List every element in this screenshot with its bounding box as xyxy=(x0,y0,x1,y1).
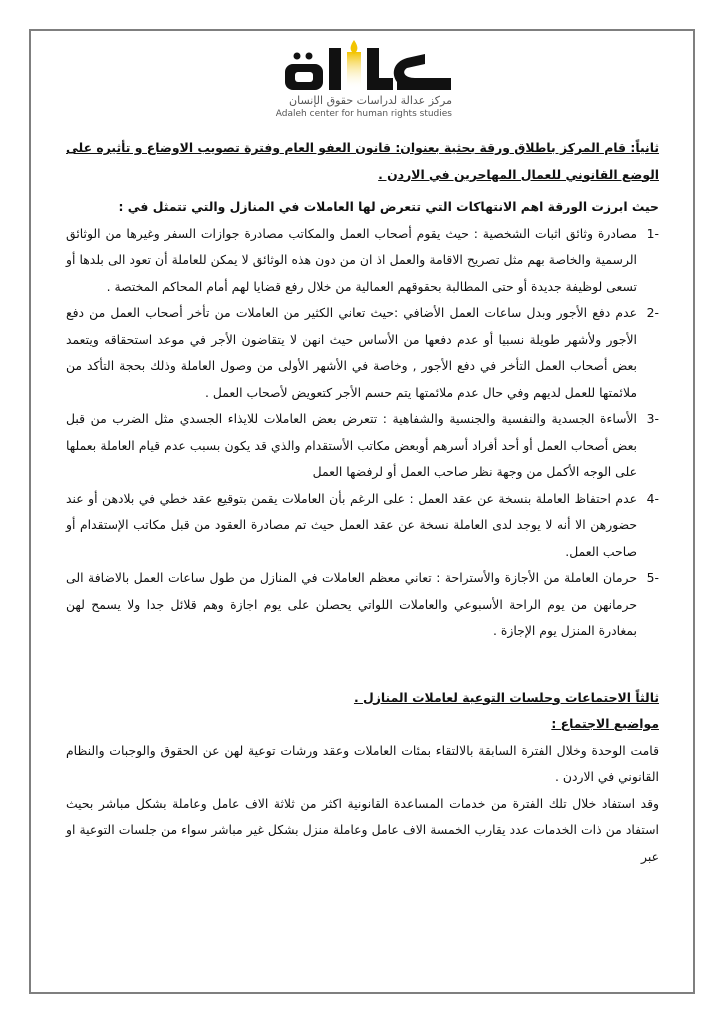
item-text: عدم احتفاظ العاملة بنسخة عن عقد العمل : على الرغم بأن العاملات يقمن بتوقيع عقد خطي في بلادهن أو عند حضورهن الا أنه لا يوجد لدى العاملة نسخة عن عقد العمل حيث تم مصادرة العقود من قبل مكاتب الإستقدام أو صاحب العمل. xyxy=(66,490,637,559)
item-number: -4 xyxy=(646,490,659,506)
logo-subtitle-arabic: مركز عدالة لدراسات حقوق الإنسان xyxy=(289,94,452,107)
violation-item-3 xyxy=(66,406,659,486)
section-2-heading: ثانياً: قام المركز باطلاق ورقة بحثية بعنوان: قانون العفو العام وفترة تصويب الاوضاع و تأثيره على الوضع القانوني للعمال المهاجرين في الاردن . xyxy=(66,140,659,182)
section-3-heading: ثالثاً الاجتماعات وجلسات التوعية لعاملات المنازل . xyxy=(353,689,659,705)
adaleh-logo xyxy=(265,38,460,120)
item-number: -1 xyxy=(646,225,659,241)
item-text: الأساءة الجسدية والنفسية والجنسية والشفاهية : تتعرض بعض العاملات للايذاء الجسدي مثل الضرب من قبل بعض أصحاب العمل أو أحد أفراد أسرهم أوبعض مكاتب الأستقدام والذي قد يكون بسبب عدم قيام العاملة بعملها على الوجه الأكمل من وجهة نظر صاحب العمل أو لرفضها العمل xyxy=(66,411,637,479)
violation-item-2 xyxy=(66,300,659,406)
item-text: حرمان العاملة من الأجازة والأستراحة : تعاني معظم العاملات في المنازل من طول ساعات العمل بالاضافة الى حرمانهن من يوم الراحة الأسبوعي والعاملات اللواتي يحصلن على يوم اجازة وهم قلائل جدا ولا يسمح لهن بمغادرة المنزل يوم الإجازة . xyxy=(66,570,637,638)
paragraph-awareness-sessions: قامت الوحدة وخلال الفترة السابقة بالالتقاء بمئات العاملات وعقد ورشات توعية لهن عن الحقوق والوجبات والنظام القانوني في الاردن . xyxy=(66,742,659,784)
item-number: -3 xyxy=(646,411,659,426)
item-number: -5 xyxy=(646,570,659,585)
adaleh-wordmark-icon xyxy=(275,38,455,96)
document-body xyxy=(66,135,659,870)
item-text: عدم دفع الأجور وبدل ساعات العمل الأضافي :حيث تعاني الكثير من العاملات من تأخر أصحاب العمل من دفع الأجور ولأشهر طويلة نسبيا أو عدم دفعها من الأساس حيث انهن لا يتقاضون الأجر في موعد استحقاقه ويتعمد بعض أصحاب العمل التأخر في دفع الأجور , وخاصة في الأشهر الأولى من وصول العاملة وذلك بحجة التأكد من ملائمتها للعمل لديهم وفي حال عدم ملائمتها يتم حسم الأجر كتعويض لأصحاب العمل . xyxy=(66,305,637,400)
item-text: مصادرة وثائق اثبات الشخصية : حيث يقوم أصحاب العمل والمكاتب مصادرة جوازات السفر وغيرها من الوثائق الرسمية والخاصة بهم مثل تصريح الاقامة والعمل اذ ان من دون هذه الوثائق لا يمكن للعاملة أن تعود الى بلدها أو تسعى لوظيفة جديدة أو حتى المطالبة بحقوقهم العمالية من خلال رفع قضايا لهم أمام المحاكم المختصة . xyxy=(66,225,637,294)
violation-item-1 xyxy=(66,221,659,301)
violation-item-5 xyxy=(66,565,659,645)
item-number: -2 xyxy=(646,305,659,320)
violation-item-4 xyxy=(66,486,659,566)
logo-subtitle-english: Adaleh center for human rights studies xyxy=(275,109,452,119)
meeting-topics-heading: مواضيع الاجتماع : xyxy=(551,716,659,731)
violations-intro: حيث ابرزت الورقة اهم الانتهاكات التي تتعرض لها العاملات في المنازل والتي تتمثل في : xyxy=(118,199,659,214)
paragraph-legal-aid-beneficiaries: وقد استفاد خلال تلك الفترة من خدمات المساعدة القانونية اكثر من ثلاثة الاف عامل وعاملة بشكل مباشر بحيث استفاد من ذات الخدمات عدد يقارب الخمسة الاف عامل وعاملة منزل بشكل غير مباشر سواء من جلسات التوعية او عبر xyxy=(66,795,659,864)
